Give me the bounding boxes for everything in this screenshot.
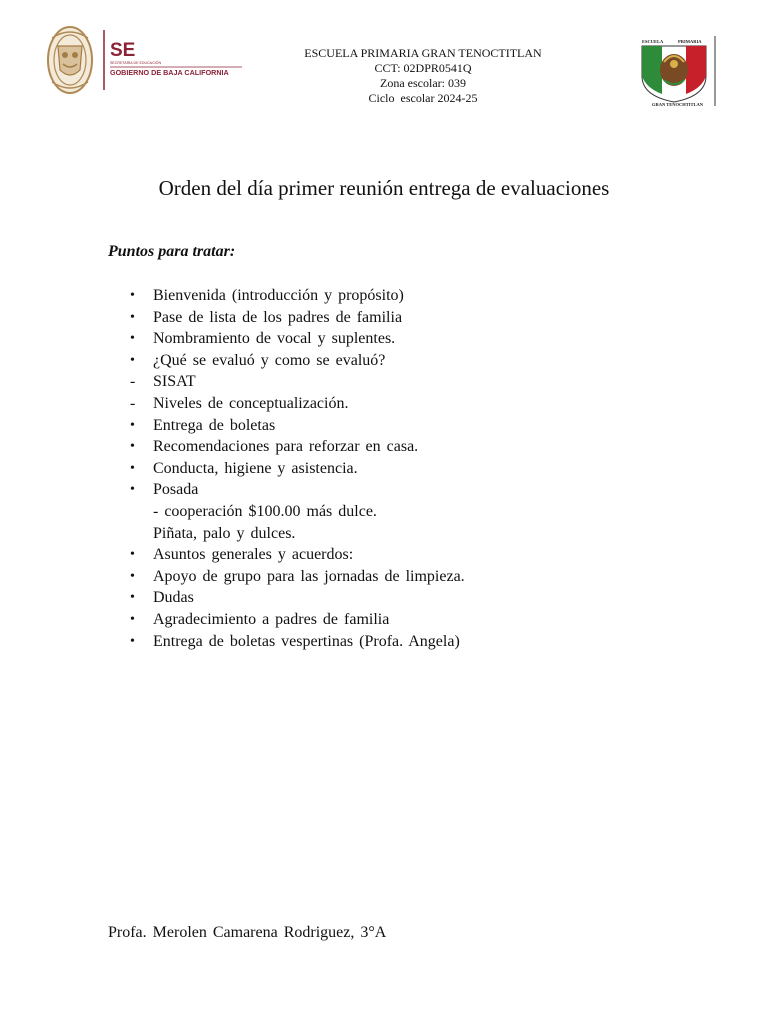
agenda-item-text: Asuntos generales y acuerdos: — [153, 546, 354, 564]
agenda-item — [108, 479, 668, 544]
agenda-item — [108, 566, 668, 588]
agenda-item-text: Posada — [153, 481, 199, 499]
se-abbrev: SE — [110, 40, 136, 61]
dash-marker: - — [130, 394, 136, 412]
shield-icon — [642, 46, 706, 102]
section-heading: Puntos para tratar: — [108, 243, 236, 260]
bullet-icon: • — [130, 590, 135, 606]
agenda-item-text: Entrega de boletas vespertinas (Profa. Angela) — [153, 632, 460, 650]
school-cycle: Ciclo escolar 2024-25 — [368, 91, 478, 105]
agenda-item — [108, 415, 668, 437]
bullet-icon: • — [130, 547, 135, 563]
agenda-item-text: Agradecimiento a padres de familia — [153, 610, 390, 628]
agenda-item-text: Bienvenida (introducción y propósito) — [153, 287, 404, 304]
school-zone: Zona escolar: 039 — [380, 76, 466, 90]
agenda-item — [108, 609, 668, 631]
agenda-item — [108, 544, 668, 566]
shield-bottom-text: GRAN TENOCHTITLAN — [652, 102, 704, 107]
bullet-icon: • — [130, 482, 135, 498]
dash-marker: - — [130, 373, 136, 391]
agenda-item — [108, 458, 668, 480]
school-cct: CCT: 02DPR0541Q — [374, 61, 472, 75]
agenda-item — [108, 436, 668, 458]
agenda-item — [108, 285, 668, 307]
document-title: Orden del día primer reunión entrega de evaluaciones — [158, 176, 610, 200]
agenda-item — [108, 393, 668, 415]
agenda-item — [108, 307, 668, 329]
bullet-icon: • — [130, 611, 135, 627]
agenda-subitem-text: - cooperación $100.00 más dulce. — [153, 502, 377, 520]
agenda-item-text: Apoyo de grupo para las jornadas de limpieza. — [153, 567, 465, 585]
agenda-item-text: SISAT — [153, 373, 196, 391]
agenda-item-text: Nombramiento de vocal y suplentes. — [153, 330, 396, 348]
shield-top-right-text: PRIMARIA — [678, 39, 702, 44]
agenda-item-text: Recomendaciones para reforzar en casa. — [153, 438, 419, 456]
agenda-item — [108, 631, 668, 653]
bullet-icon: • — [130, 309, 135, 325]
shield-top-left-text: ESCUELA — [642, 39, 664, 44]
bullet-icon: • — [130, 460, 135, 476]
teacher-signature: Profa. Merolen Camarena Rodriguez, 3°A — [108, 924, 387, 941]
school-shield-logo — [634, 34, 718, 108]
agenda-item-text: Entrega de boletas — [153, 416, 276, 434]
bullet-icon: • — [130, 633, 135, 649]
agenda-subitem-text: Piñata, palo y dulces. — [153, 524, 296, 542]
state-seal-icon — [48, 27, 92, 93]
bullet-icon: • — [130, 417, 135, 433]
bullet-icon: • — [130, 331, 135, 347]
agenda-item-text: Dudas — [153, 589, 194, 607]
agenda-item-text: Niveles de conceptualización. — [153, 394, 349, 412]
agenda-item-text: Conducta, higiene y asistencia. — [153, 459, 358, 477]
school-name: ESCUELA PRIMARIA GRAN TENOCTITLAN — [304, 46, 542, 60]
bullet-icon: • — [130, 568, 135, 584]
school-header — [280, 46, 566, 106]
agenda-item — [108, 328, 668, 350]
agenda-list — [108, 285, 668, 652]
bullet-icon: • — [130, 288, 135, 303]
bullet-icon: • — [130, 352, 135, 368]
agenda-item — [108, 350, 668, 372]
gobierno-label: GOBIERNO DE BAJA CALIFORNIA — [110, 68, 229, 77]
agenda-item-text: ¿Qué se evaluó y como se evaluó? — [153, 351, 386, 369]
gobierno-baja-california-logo — [44, 24, 248, 96]
se-subtitle: SECRETARÍA DE EDUCACIÓN — [110, 61, 162, 65]
agenda-item-text: Pase de lista de los padres de familia — [153, 308, 403, 326]
agenda-item — [108, 371, 668, 393]
bullet-icon: • — [130, 439, 135, 455]
agenda-item — [108, 587, 668, 609]
